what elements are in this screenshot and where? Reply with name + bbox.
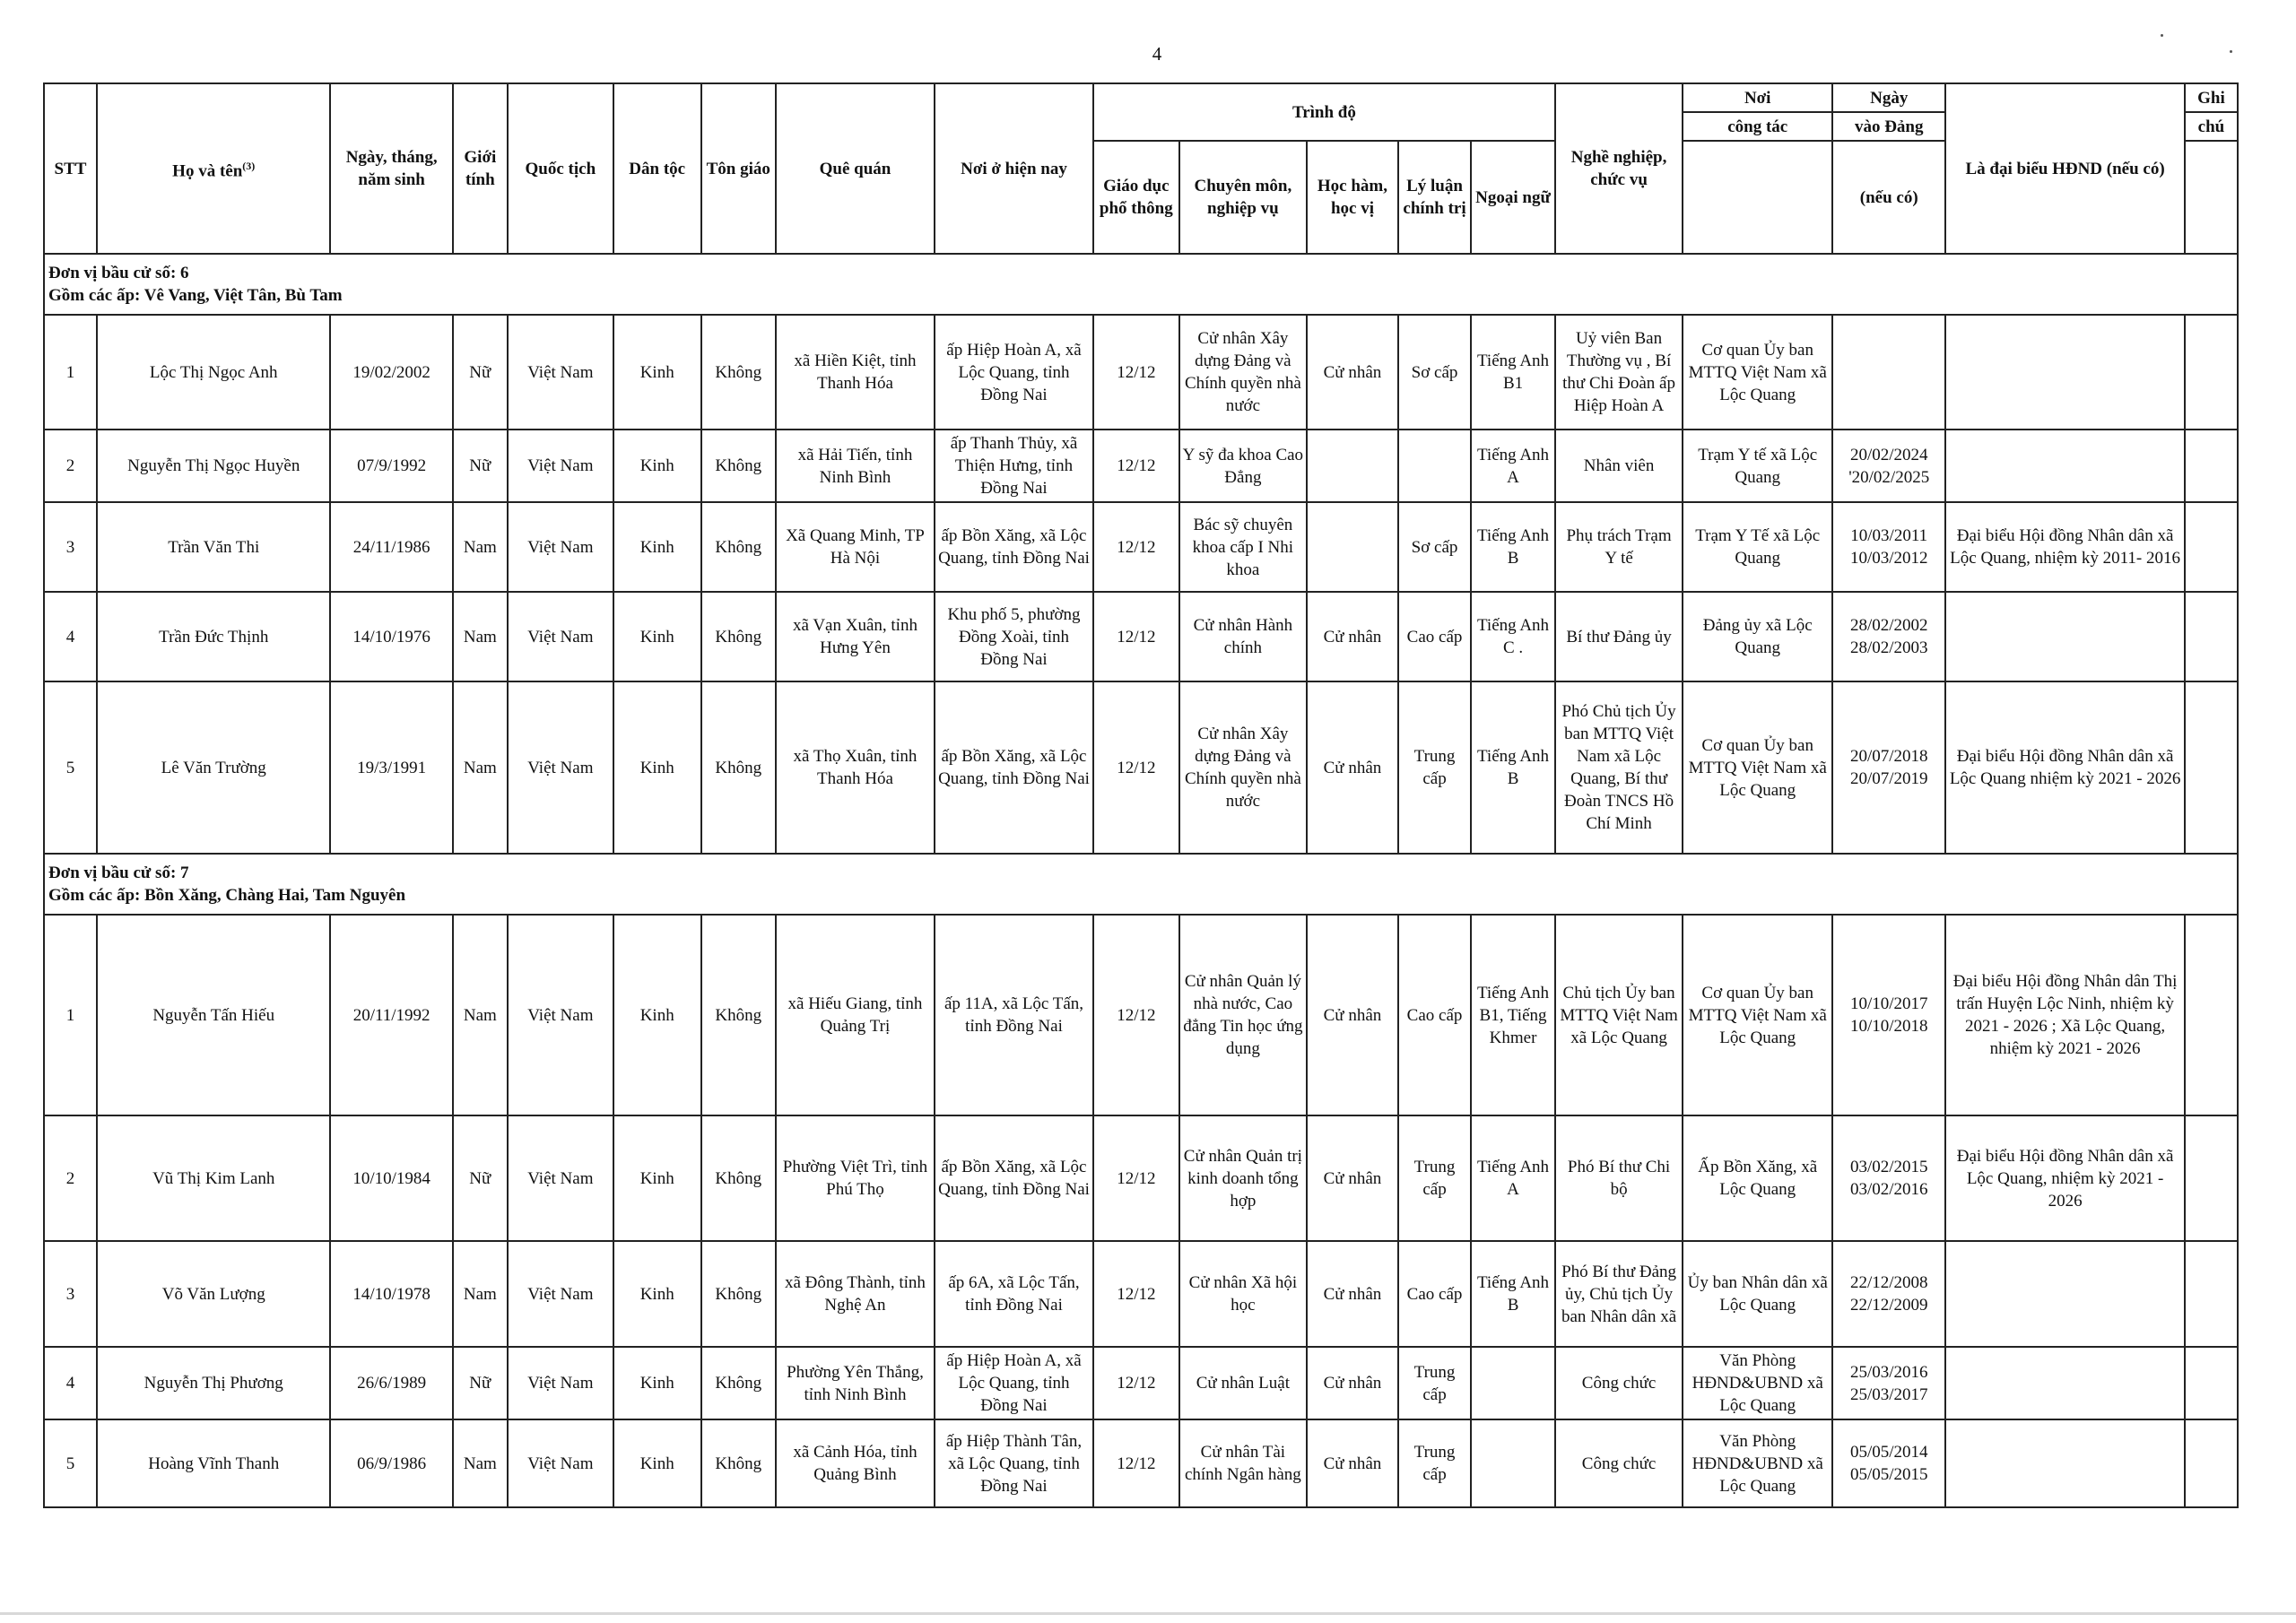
cell-general-edu: 12/12 — [1093, 502, 1179, 592]
cell-workplace: Ấp Bồn Xăng, xã Lộc Quang — [1683, 1115, 1832, 1241]
scan-edge — [0, 1612, 2296, 1615]
cell-general-edu: 12/12 — [1093, 430, 1179, 502]
cell-stt: 2 — [44, 1115, 97, 1241]
cell-name: Trần Đức Thịnh — [97, 592, 330, 681]
cell-hometown: Phường Việt Trì, tỉnh Phú Thọ — [776, 1115, 935, 1241]
cell-workplace: Cơ quan Ủy ban MTTQ Việt Nam xã Lộc Quang — [1683, 315, 1832, 430]
cell-nationality: Việt Nam — [508, 1115, 613, 1241]
candidate-table — [43, 82, 2239, 1508]
cell-religion: Không — [701, 502, 776, 592]
cell-sex: Nữ — [453, 1347, 508, 1419]
header-occupation: Nghề nghiệp, chức vụ — [1555, 83, 1683, 254]
cell-name: Lê Văn Trường — [97, 681, 330, 854]
electoral-unit-row — [44, 854, 2238, 915]
cell-political: Cao cấp — [1398, 915, 1471, 1115]
cell-stt: 3 — [44, 502, 97, 592]
cell-note — [2185, 430, 2238, 502]
cell-nationality: Việt Nam — [508, 915, 613, 1115]
cell-name: Võ Văn Lượng — [97, 1241, 330, 1347]
cell-academic: Cử nhân — [1307, 915, 1398, 1115]
table-row — [44, 1419, 2238, 1507]
cell-dob: 24/11/1986 — [330, 502, 452, 592]
header-education-group: Trình độ — [1093, 83, 1555, 141]
cell-stt: 1 — [44, 315, 97, 430]
cell-occupation: Công chức — [1555, 1347, 1683, 1419]
cell-sex: Nữ — [453, 315, 508, 430]
cell-hometown: xã Hiếu Giang, tỉnh Quảng Trị — [776, 915, 935, 1115]
cell-language: Tiếng Anh A — [1471, 1115, 1555, 1241]
cell-political: Trung cấp — [1398, 1347, 1471, 1419]
cell-workplace: Đảng ủy xã Lộc Quang — [1683, 592, 1832, 681]
cell-language: Tiếng Anh B1, Tiếng Khmer — [1471, 915, 1555, 1115]
cell-party: 03/02/2015 03/02/2016 — [1832, 1115, 1945, 1241]
page-number: 4 — [1152, 43, 1162, 65]
header-workplace-blank — [1683, 141, 1832, 254]
cell-stt: 5 — [44, 1419, 97, 1507]
cell-workplace: Trạm Y Tế xã Lộc Quang — [1683, 502, 1832, 592]
cell-academic: Cử nhân — [1307, 1241, 1398, 1347]
cell-academic: Cử nhân — [1307, 1419, 1398, 1507]
cell-party — [1832, 315, 1945, 430]
cell-name: Vũ Thị Kim Lanh — [97, 1115, 330, 1241]
cell-academic — [1307, 502, 1398, 592]
cell-general-edu: 12/12 — [1093, 315, 1179, 430]
cell-nationality: Việt Nam — [508, 315, 613, 430]
cell-party: 22/12/2008 22/12/2009 — [1832, 1241, 1945, 1347]
header-professional: Chuyên môn, nghiệp vụ — [1179, 141, 1307, 254]
cell-hometown: xã Hiền Kiệt, tỉnh Thanh Hóa — [776, 315, 935, 430]
cell-workplace: Văn Phòng HĐND&UBND xã Lộc Quang — [1683, 1347, 1832, 1419]
header-ethnicity: Dân tộc — [613, 83, 701, 254]
cell-occupation: Chủ tịch Ủy ban MTTQ Việt Nam xã Lộc Quang — [1555, 915, 1683, 1115]
cell-professional: Cử nhân Hành chính — [1179, 592, 1307, 681]
scan-speck — [2230, 50, 2232, 53]
electoral-unit-subtitle: Gồm các ấp: Vê Vang, Việt Tân, Bù Tam — [48, 286, 343, 305]
cell-occupation: Phó Chủ tịch Ủy ban MTTQ Việt Nam xã Lộc Quang, Bí thư Đoàn TNCS Hồ Chí Minh — [1555, 681, 1683, 854]
cell-academic: Cử nhân — [1307, 681, 1398, 854]
cell-occupation: Nhân viên — [1555, 430, 1683, 502]
cell-dob: 20/11/1992 — [330, 915, 452, 1115]
cell-nationality: Việt Nam — [508, 430, 613, 502]
header-academic: Học hàm, học vị — [1307, 141, 1398, 254]
table-row — [44, 681, 2238, 854]
cell-ethnicity: Kinh — [613, 1241, 701, 1347]
cell-delegate — [1945, 592, 2185, 681]
cell-delegate: Đại biểu Hội đồng Nhân dân Thị trấn Huyện Lộc Ninh, nhiệm kỳ 2021 - 2026 ; Xã Lộc Quang, nhiệm kỳ 2021 - 2026 — [1945, 915, 2185, 1115]
header-dob: Ngày, tháng, năm sinh — [330, 83, 452, 254]
header-workplace-bottom: công tác — [1683, 112, 1832, 141]
table-row — [44, 592, 2238, 681]
table-row — [44, 915, 2238, 1115]
cell-ethnicity: Kinh — [613, 592, 701, 681]
cell-religion: Không — [701, 592, 776, 681]
cell-residence: ấp Thanh Thủy, xã Thiện Hưng, tỉnh Đồng Nai — [935, 430, 1093, 502]
cell-stt: 5 — [44, 681, 97, 854]
cell-language: Tiếng Anh B — [1471, 681, 1555, 854]
cell-religion: Không — [701, 681, 776, 854]
header-delegate: Là đại biểu HĐND (nếu có) — [1945, 83, 2185, 254]
cell-residence: ấp Bồn Xăng, xã Lộc Quang, tỉnh Đồng Nai — [935, 502, 1093, 592]
cell-stt: 4 — [44, 592, 97, 681]
cell-political: Sơ cấp — [1398, 502, 1471, 592]
cell-residence: ấp Hiệp Hoàn A, xã Lộc Quang, tỉnh Đồng Nai — [935, 315, 1093, 430]
cell-professional: Cử nhân Quản lý nhà nước, Cao đẳng Tin học ứng dụng — [1179, 915, 1307, 1115]
cell-delegate — [1945, 430, 2185, 502]
cell-religion: Không — [701, 1115, 776, 1241]
cell-language: Tiếng Anh C . — [1471, 592, 1555, 681]
cell-professional: Cử nhân Luật — [1179, 1347, 1307, 1419]
header-religion: Tôn giáo — [701, 83, 776, 254]
cell-workplace: Trạm Y tế xã Lộc Quang — [1683, 430, 1832, 502]
cell-language: Tiếng Anh A — [1471, 430, 1555, 502]
cell-academic: Cử nhân — [1307, 592, 1398, 681]
cell-note — [2185, 592, 2238, 681]
header-note-top: Ghi — [2185, 83, 2238, 112]
cell-note — [2185, 315, 2238, 430]
header-hometown: Quê quán — [776, 83, 935, 254]
cell-name: Lộc Thị Ngọc Anh — [97, 315, 330, 430]
cell-sex: Nam — [453, 592, 508, 681]
cell-residence: Khu phố 5, phường Đồng Xoài, tỉnh Đồng Nai — [935, 592, 1093, 681]
cell-delegate: Đại biểu Hội đồng Nhân dân xã Lộc Quang nhiệm kỳ 2021 - 2026 — [1945, 681, 2185, 854]
cell-ethnicity: Kinh — [613, 681, 701, 854]
table-row — [44, 502, 2238, 592]
cell-party: 10/10/2017 10/10/2018 — [1832, 915, 1945, 1115]
electoral-unit-row — [44, 254, 2238, 315]
cell-party: 05/05/2014 05/05/2015 — [1832, 1419, 1945, 1507]
header-political: Lý luận chính trị — [1398, 141, 1471, 254]
cell-party: 28/02/2002 28/02/2003 — [1832, 592, 1945, 681]
electoral-unit-subtitle: Gồm các ấp: Bồn Xăng, Chàng Hai, Tam Nguyên — [48, 886, 406, 905]
cell-dob: 19/3/1991 — [330, 681, 452, 854]
table-row — [44, 315, 2238, 430]
cell-delegate — [1945, 1347, 2185, 1419]
header-stt: STT — [44, 83, 97, 254]
cell-professional: Cử nhân Xây dựng Đảng và Chính quyền nhà nước — [1179, 681, 1307, 854]
cell-professional: Cử nhân Tài chính Ngân hàng — [1179, 1419, 1307, 1507]
header-residence: Nơi ở hiện nay — [935, 83, 1093, 254]
cell-residence: ấp Bồn Xăng, xã Lộc Quang, tỉnh Đồng Nai — [935, 1115, 1093, 1241]
cell-hometown: Xã Quang Minh, TP Hà Nội — [776, 502, 935, 592]
cell-residence: ấp 6A, xã Lộc Tấn, tỉnh Đồng Nai — [935, 1241, 1093, 1347]
cell-delegate — [1945, 1419, 2185, 1507]
cell-religion: Không — [701, 430, 776, 502]
cell-party: 20/02/2024 '20/02/2025 — [1832, 430, 1945, 502]
cell-nationality: Việt Nam — [508, 502, 613, 592]
cell-nationality: Việt Nam — [508, 681, 613, 854]
cell-sex: Nữ — [453, 430, 508, 502]
cell-workplace: Văn Phòng HĐND&UBND xã Lộc Quang — [1683, 1419, 1832, 1507]
cell-residence: ấp 11A, xã Lộc Tấn, tỉnh Đồng Nai — [935, 915, 1093, 1115]
header-party-bottom: (nếu có) — [1832, 141, 1945, 254]
cell-note — [2185, 502, 2238, 592]
cell-academic: Cử nhân — [1307, 1347, 1398, 1419]
cell-ethnicity: Kinh — [613, 502, 701, 592]
header-general-edu: Giáo dục phổ thông — [1093, 141, 1179, 254]
cell-dob: 14/10/1976 — [330, 592, 452, 681]
cell-dob: 10/10/1984 — [330, 1115, 452, 1241]
cell-general-edu: 12/12 — [1093, 915, 1179, 1115]
cell-workplace: Cơ quan Ủy ban MTTQ Việt Nam xã Lộc Quang — [1683, 915, 1832, 1115]
table-row — [44, 1115, 2238, 1241]
cell-general-edu: 12/12 — [1093, 1347, 1179, 1419]
header-nationality: Quốc tịch — [508, 83, 613, 254]
header-workplace-top: Nơi — [1683, 83, 1832, 112]
cell-ethnicity: Kinh — [613, 1115, 701, 1241]
table-body — [44, 254, 2238, 1507]
cell-nationality: Việt Nam — [508, 592, 613, 681]
cell-academic: Cử nhân — [1307, 315, 1398, 430]
cell-religion: Không — [701, 315, 776, 430]
table-row — [44, 1347, 2238, 1419]
cell-religion: Không — [701, 1241, 776, 1347]
cell-nationality: Việt Nam — [508, 1347, 613, 1419]
cell-sex: Nam — [453, 915, 508, 1115]
cell-hometown: xã Hải Tiến, tỉnh Ninh Bình — [776, 430, 935, 502]
cell-workplace: Ủy ban Nhân dân xã Lộc Quang — [1683, 1241, 1832, 1347]
cell-academic — [1307, 430, 1398, 502]
cell-professional: Cử nhân Xã hội học — [1179, 1241, 1307, 1347]
cell-residence: ấp Bồn Xăng, xã Lộc Quang, tỉnh Đồng Nai — [935, 681, 1093, 854]
cell-name: Nguyễn Thị Phương — [97, 1347, 330, 1419]
cell-note — [2185, 681, 2238, 854]
cell-professional: Y sỹ đa khoa Cao Đẳng — [1179, 430, 1307, 502]
cell-political: Cao cấp — [1398, 592, 1471, 681]
cell-sex: Nữ — [453, 1115, 508, 1241]
header-language: Ngoại ngữ — [1471, 141, 1555, 254]
header-note-blank — [2185, 141, 2238, 254]
cell-note — [2185, 915, 2238, 1115]
cell-party: 20/07/2018 20/07/2019 — [1832, 681, 1945, 854]
header-name: Họ và tên$^{(3)}$ — [97, 83, 330, 254]
cell-hometown: xã Cảnh Hóa, tỉnh Quảng Bình — [776, 1419, 935, 1507]
scan-speck — [2161, 34, 2163, 37]
electoral-unit-title: Đơn vị bầu cử số: 6 — [48, 264, 189, 282]
cell-occupation: Uỷ viên Ban Thường vụ , Bí thư Chi Đoàn ấp Hiệp Hoàn A — [1555, 315, 1683, 430]
cell-political: Trung cấp — [1398, 681, 1471, 854]
cell-general-edu: 12/12 — [1093, 1241, 1179, 1347]
cell-stt: 2 — [44, 430, 97, 502]
cell-political: Cao cấp — [1398, 1241, 1471, 1347]
cell-hometown: xã Vạn Xuân, tỉnh Hưng Yên — [776, 592, 935, 681]
header-note-bottom: chú — [2185, 112, 2238, 141]
cell-delegate: Đại biểu Hội đồng Nhân dân xã Lộc Quang, nhiệm kỳ 2021 - 2026 — [1945, 1115, 2185, 1241]
cell-hometown: Phường Yên Thắng, tỉnh Ninh Bình — [776, 1347, 935, 1419]
cell-dob: 19/02/2002 — [330, 315, 452, 430]
cell-residence: ấp Hiệp Thành Tân, xã Lộc Quang, tỉnh Đồng Nai — [935, 1419, 1093, 1507]
cell-professional: Bác sỹ chuyên khoa cấp I Nhi khoa — [1179, 502, 1307, 592]
cell-delegate: Đại biểu Hội đồng Nhân dân xã Lộc Quang, nhiệm kỳ 2011- 2016 — [1945, 502, 2185, 592]
electoral-unit-title: Đơn vị bầu cử số: 7 — [48, 864, 189, 882]
cell-ethnicity: Kinh — [613, 1419, 701, 1507]
cell-delegate — [1945, 1241, 2185, 1347]
cell-sex: Nam — [453, 1419, 508, 1507]
cell-name: Hoàng Vĩnh Thanh — [97, 1419, 330, 1507]
cell-language — [1471, 1347, 1555, 1419]
cell-nationality: Việt Nam — [508, 1241, 613, 1347]
cell-note — [2185, 1115, 2238, 1241]
cell-general-edu: 12/12 — [1093, 592, 1179, 681]
cell-name: Nguyễn Tấn Hiếu — [97, 915, 330, 1115]
cell-language: Tiếng Anh B — [1471, 1241, 1555, 1347]
cell-ethnicity: Kinh — [613, 915, 701, 1115]
table-row — [44, 430, 2238, 502]
electoral-unit-cell — [44, 854, 2238, 915]
cell-hometown: xã Thọ Xuân, tỉnh Thanh Hóa — [776, 681, 935, 854]
cell-ethnicity: Kinh — [613, 1347, 701, 1419]
cell-political — [1398, 430, 1471, 502]
cell-stt: 3 — [44, 1241, 97, 1347]
cell-note — [2185, 1347, 2238, 1419]
header-party-mid: vào Đảng — [1832, 112, 1945, 141]
cell-name: Trần Văn Thi — [97, 502, 330, 592]
cell-sex: Nam — [453, 1241, 508, 1347]
cell-general-edu: 12/12 — [1093, 1115, 1179, 1241]
cell-occupation: Phó Bí thư Chi bộ — [1555, 1115, 1683, 1241]
cell-dob: 26/6/1989 — [330, 1347, 452, 1419]
cell-party: 10/03/2011 10/03/2012 — [1832, 502, 1945, 592]
cell-nationality: Việt Nam — [508, 1419, 613, 1507]
cell-sex: Nam — [453, 681, 508, 854]
cell-language: Tiếng Anh B — [1471, 502, 1555, 592]
cell-occupation: Phó Bí thư Đảng ủy, Chủ tịch Ủy ban Nhân dân xã — [1555, 1241, 1683, 1347]
cell-sex: Nam — [453, 502, 508, 592]
cell-dob: 06/9/1986 — [330, 1419, 452, 1507]
table-row — [44, 1241, 2238, 1347]
cell-residence: ấp Hiệp Hoàn A, xã Lộc Quang, tỉnh Đồng Nai — [935, 1347, 1093, 1419]
cell-occupation: Công chức — [1555, 1419, 1683, 1507]
cell-hometown: xã Đông Thành, tỉnh Nghệ An — [776, 1241, 935, 1347]
cell-political: Trung cấp — [1398, 1115, 1471, 1241]
cell-occupation: Phụ trách Trạm Y tế — [1555, 502, 1683, 592]
cell-ethnicity: Kinh — [613, 430, 701, 502]
cell-occupation: Bí thư Đảng ủy — [1555, 592, 1683, 681]
cell-political: Sơ cấp — [1398, 315, 1471, 430]
header-sex: Giới tính — [453, 83, 508, 254]
cell-general-edu: 12/12 — [1093, 681, 1179, 854]
cell-dob: 14/10/1978 — [330, 1241, 452, 1347]
cell-general-edu: 12/12 — [1093, 1419, 1179, 1507]
cell-political: Trung cấp — [1398, 1419, 1471, 1507]
cell-delegate — [1945, 315, 2185, 430]
cell-religion: Không — [701, 1419, 776, 1507]
cell-academic: Cử nhân — [1307, 1115, 1398, 1241]
cell-stt: 4 — [44, 1347, 97, 1419]
cell-professional: Cử nhân Quản trị kinh doanh tổng hợp — [1179, 1115, 1307, 1241]
cell-note — [2185, 1241, 2238, 1347]
cell-religion: Không — [701, 915, 776, 1115]
cell-language — [1471, 1419, 1555, 1507]
cell-religion: Không — [701, 1347, 776, 1419]
cell-name: Nguyễn Thị Ngọc Huyền — [97, 430, 330, 502]
cell-professional: Cử nhân Xây dựng Đảng và Chính quyền nhà nước — [1179, 315, 1307, 430]
cell-note — [2185, 1419, 2238, 1507]
electoral-unit-cell — [44, 254, 2238, 315]
header-party-top: Ngày — [1832, 83, 1945, 112]
cell-ethnicity: Kinh — [613, 315, 701, 430]
cell-language: Tiếng Anh B1 — [1471, 315, 1555, 430]
cell-dob: 07/9/1992 — [330, 430, 452, 502]
cell-party: 25/03/2016 25/03/2017 — [1832, 1347, 1945, 1419]
cell-stt: 1 — [44, 915, 97, 1115]
cell-workplace: Cơ quan Ủy ban MTTQ Việt Nam xã Lộc Quang — [1683, 681, 1832, 854]
